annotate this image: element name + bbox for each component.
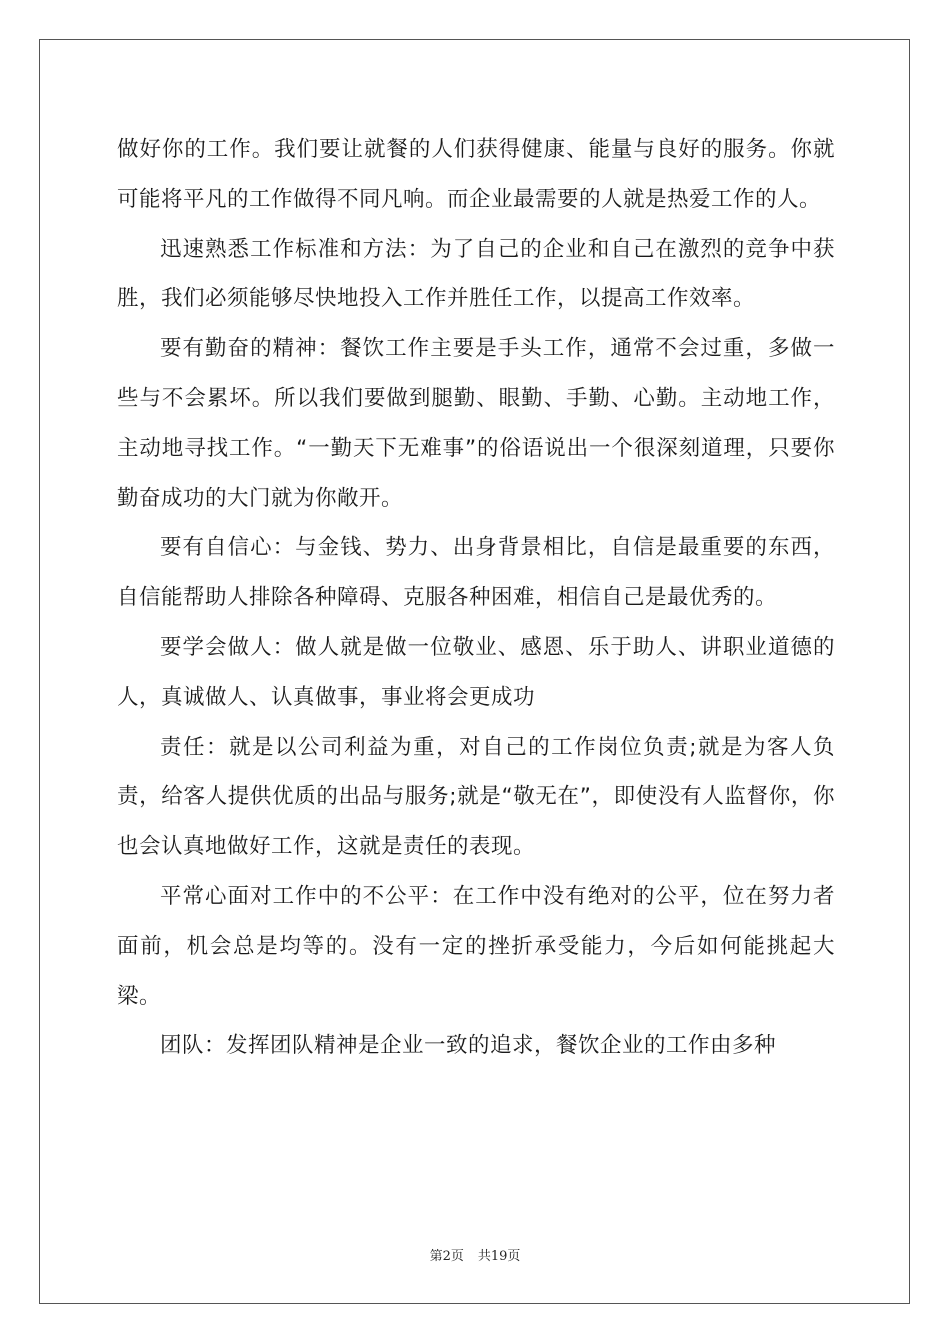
page-footer (0, 1247, 950, 1267)
paragraph-team: 团队：发挥团队精神是企业一致的追求，餐饮企业的工作由多种 (160, 1033, 777, 1059)
paragraph-responsibility: 责任：就是以公司利益为重，对自己的工作岗位负责;就是为客人负责，给客人提供优质的出品与服务;就是“敬无在”，即使没有人监督你，你也会认真地做好工作，这就是责任的表现。 (117, 734, 835, 860)
paragraph-confidence: 要有自信心：与金钱、势力、出身背景相比，自信是最重要的东西，自信能帮助人排除各种障碍、克服各种困难，相信自己是最优秀的。 (117, 535, 835, 611)
page-number: 第2页 (429, 1249, 464, 1264)
paragraph-fairness: 平常心面对工作中的不公平：在工作中没有绝对的公平，位在努力者面前，机会总是均等的。没有一定的挫折承受能力，今后如何能挑起大梁。 (117, 883, 835, 1009)
paragraph-continuation: 做好你的工作。我们要让就餐的人们获得健康、能量与良好的服务。你就可能将平凡的工作做得不同凡响。而企业最需要的人就是热爱工作的人。 (117, 137, 835, 212)
paragraph-work-standards: 迅速熟悉工作标准和方法：为了自己的企业和自己在激烈的竞争中获胜，我们必须能够尽快地投入工作并胜任工作，以提高工作效率。 (117, 236, 835, 312)
document-body (117, 125, 835, 1071)
page-total: 共19页 (477, 1249, 521, 1264)
paragraph-be-a-person: 要学会做人：做人就是做一位敬业、感恩、乐于助人、讲职业道德的人，真诚做人、认真做事，事业将会更成功 (117, 634, 835, 710)
paragraph-diligence: 要有勤奋的精神：餐饮工作主要是手头工作，通常不会过重，多做一些与不会累坏。所以我们要做到腿勤、眼勤、手勤、心勤。主动地工作，主动地寻找工作。“一勤天下无难事”的俗语说出一个很深刻道理，只要你勤奋成功的大门就为你敞开。 (117, 336, 835, 511)
